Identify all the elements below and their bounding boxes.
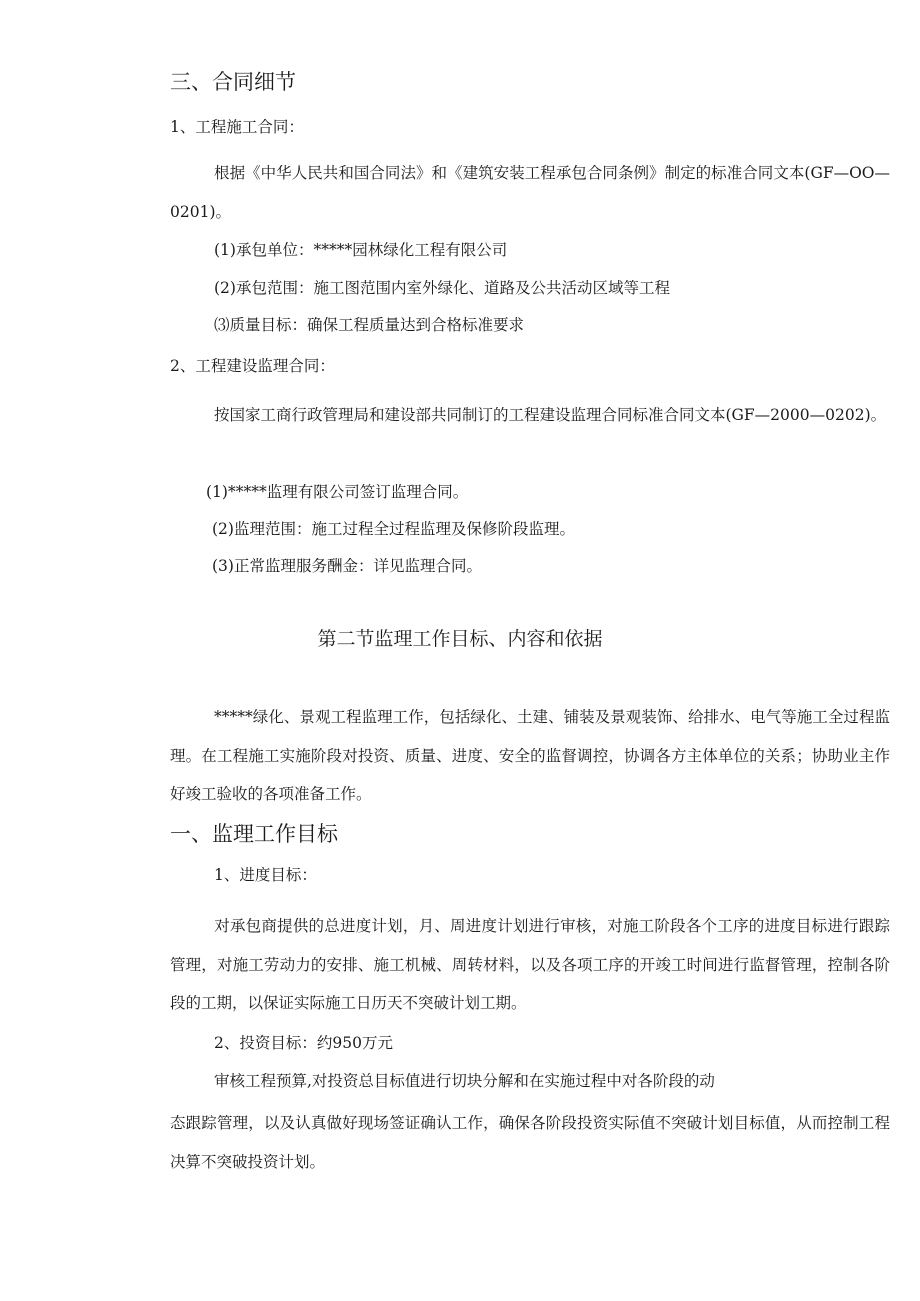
- invest-title: 2、投资目标：约950万元: [214, 1034, 393, 1052]
- contract-1-item-2: (2)承包范围：施工图范围内室外绿化、道路及公共活动区域等工程: [214, 279, 670, 297]
- section-3-title: 三、合同细节: [170, 70, 296, 94]
- progress-title: 1、进度目标：: [214, 866, 317, 884]
- invest-text: 态跟踪管理，以及认真做好现场签证确认工作，确保各阶段投资实际值不突破计划目标值，从而控制工程决算不突破投资计划。: [170, 1114, 890, 1171]
- contract-1-title: 1、工程施工合同：: [170, 118, 304, 136]
- contract-1-item-3: ⑶质量目标：确保工程质量达到合格标准要求: [214, 316, 525, 334]
- contract-1-body-text: 根据《中华人民共和国合同法》和《建筑安装工程承包合同条例》制定的标准合同文本(GF—OO—0201)。: [170, 164, 890, 221]
- contract-2-title: 2、工程建设监理合同：: [170, 357, 335, 375]
- intro-paragraph: [170, 698, 890, 814]
- goal-title: 一、监理工作目标: [170, 822, 338, 846]
- invest-paragraph: [170, 1104, 890, 1181]
- section-2-title: 第二节监理工作目标、内容和依据: [317, 628, 603, 650]
- contract-2-body-text: 按国家工商行政管理局和建设部共同制订的工程建设监理合同标准合同文本(GF—2000—0202)。: [214, 406, 887, 424]
- contract-2-item-3: (3)正常监理服务酬金：详见监理合同。: [212, 557, 482, 575]
- contract-2-item-1: (1)*****监理有限公司签订监理合同。: [206, 483, 469, 501]
- invest-line-1: 审核工程预算,对投资总目标值进行切块分解和在实施过程中对各阶段的动: [214, 1072, 715, 1090]
- contract-2-item-2: (2)监理范围：施工过程全过程监理及保修阶段监理。: [212, 520, 575, 538]
- contract-2-body: [170, 396, 890, 435]
- intro-text: *****绿化、景观工程监理工作，包括绿化、土建、铺装及景观装饰、给排水、电气等施工全过程监理。在工程施工实施阶段对投资、质量、进度、安全的监督调控，协调各方主体单位的关系；协助业主作好竣工验收的各项准备工作。: [170, 708, 890, 803]
- progress-text: 对承包商提供的总进度计划，月、周进度计划进行审核，对施工阶段各个工序的进度目标进行跟踪管理，对施工劳动力的安排、施工机械、周转材料，以及各项工序的开竣工时间进行监督管理，控制各阶段的工期，以保证实际施工日历天不突破计划工期。: [170, 917, 890, 1012]
- progress-paragraph: [170, 907, 890, 1023]
- contract-1-body: [170, 154, 890, 231]
- contract-1-item-1: (1)承包单位：*****园林绿化工程有限公司: [214, 241, 508, 259]
